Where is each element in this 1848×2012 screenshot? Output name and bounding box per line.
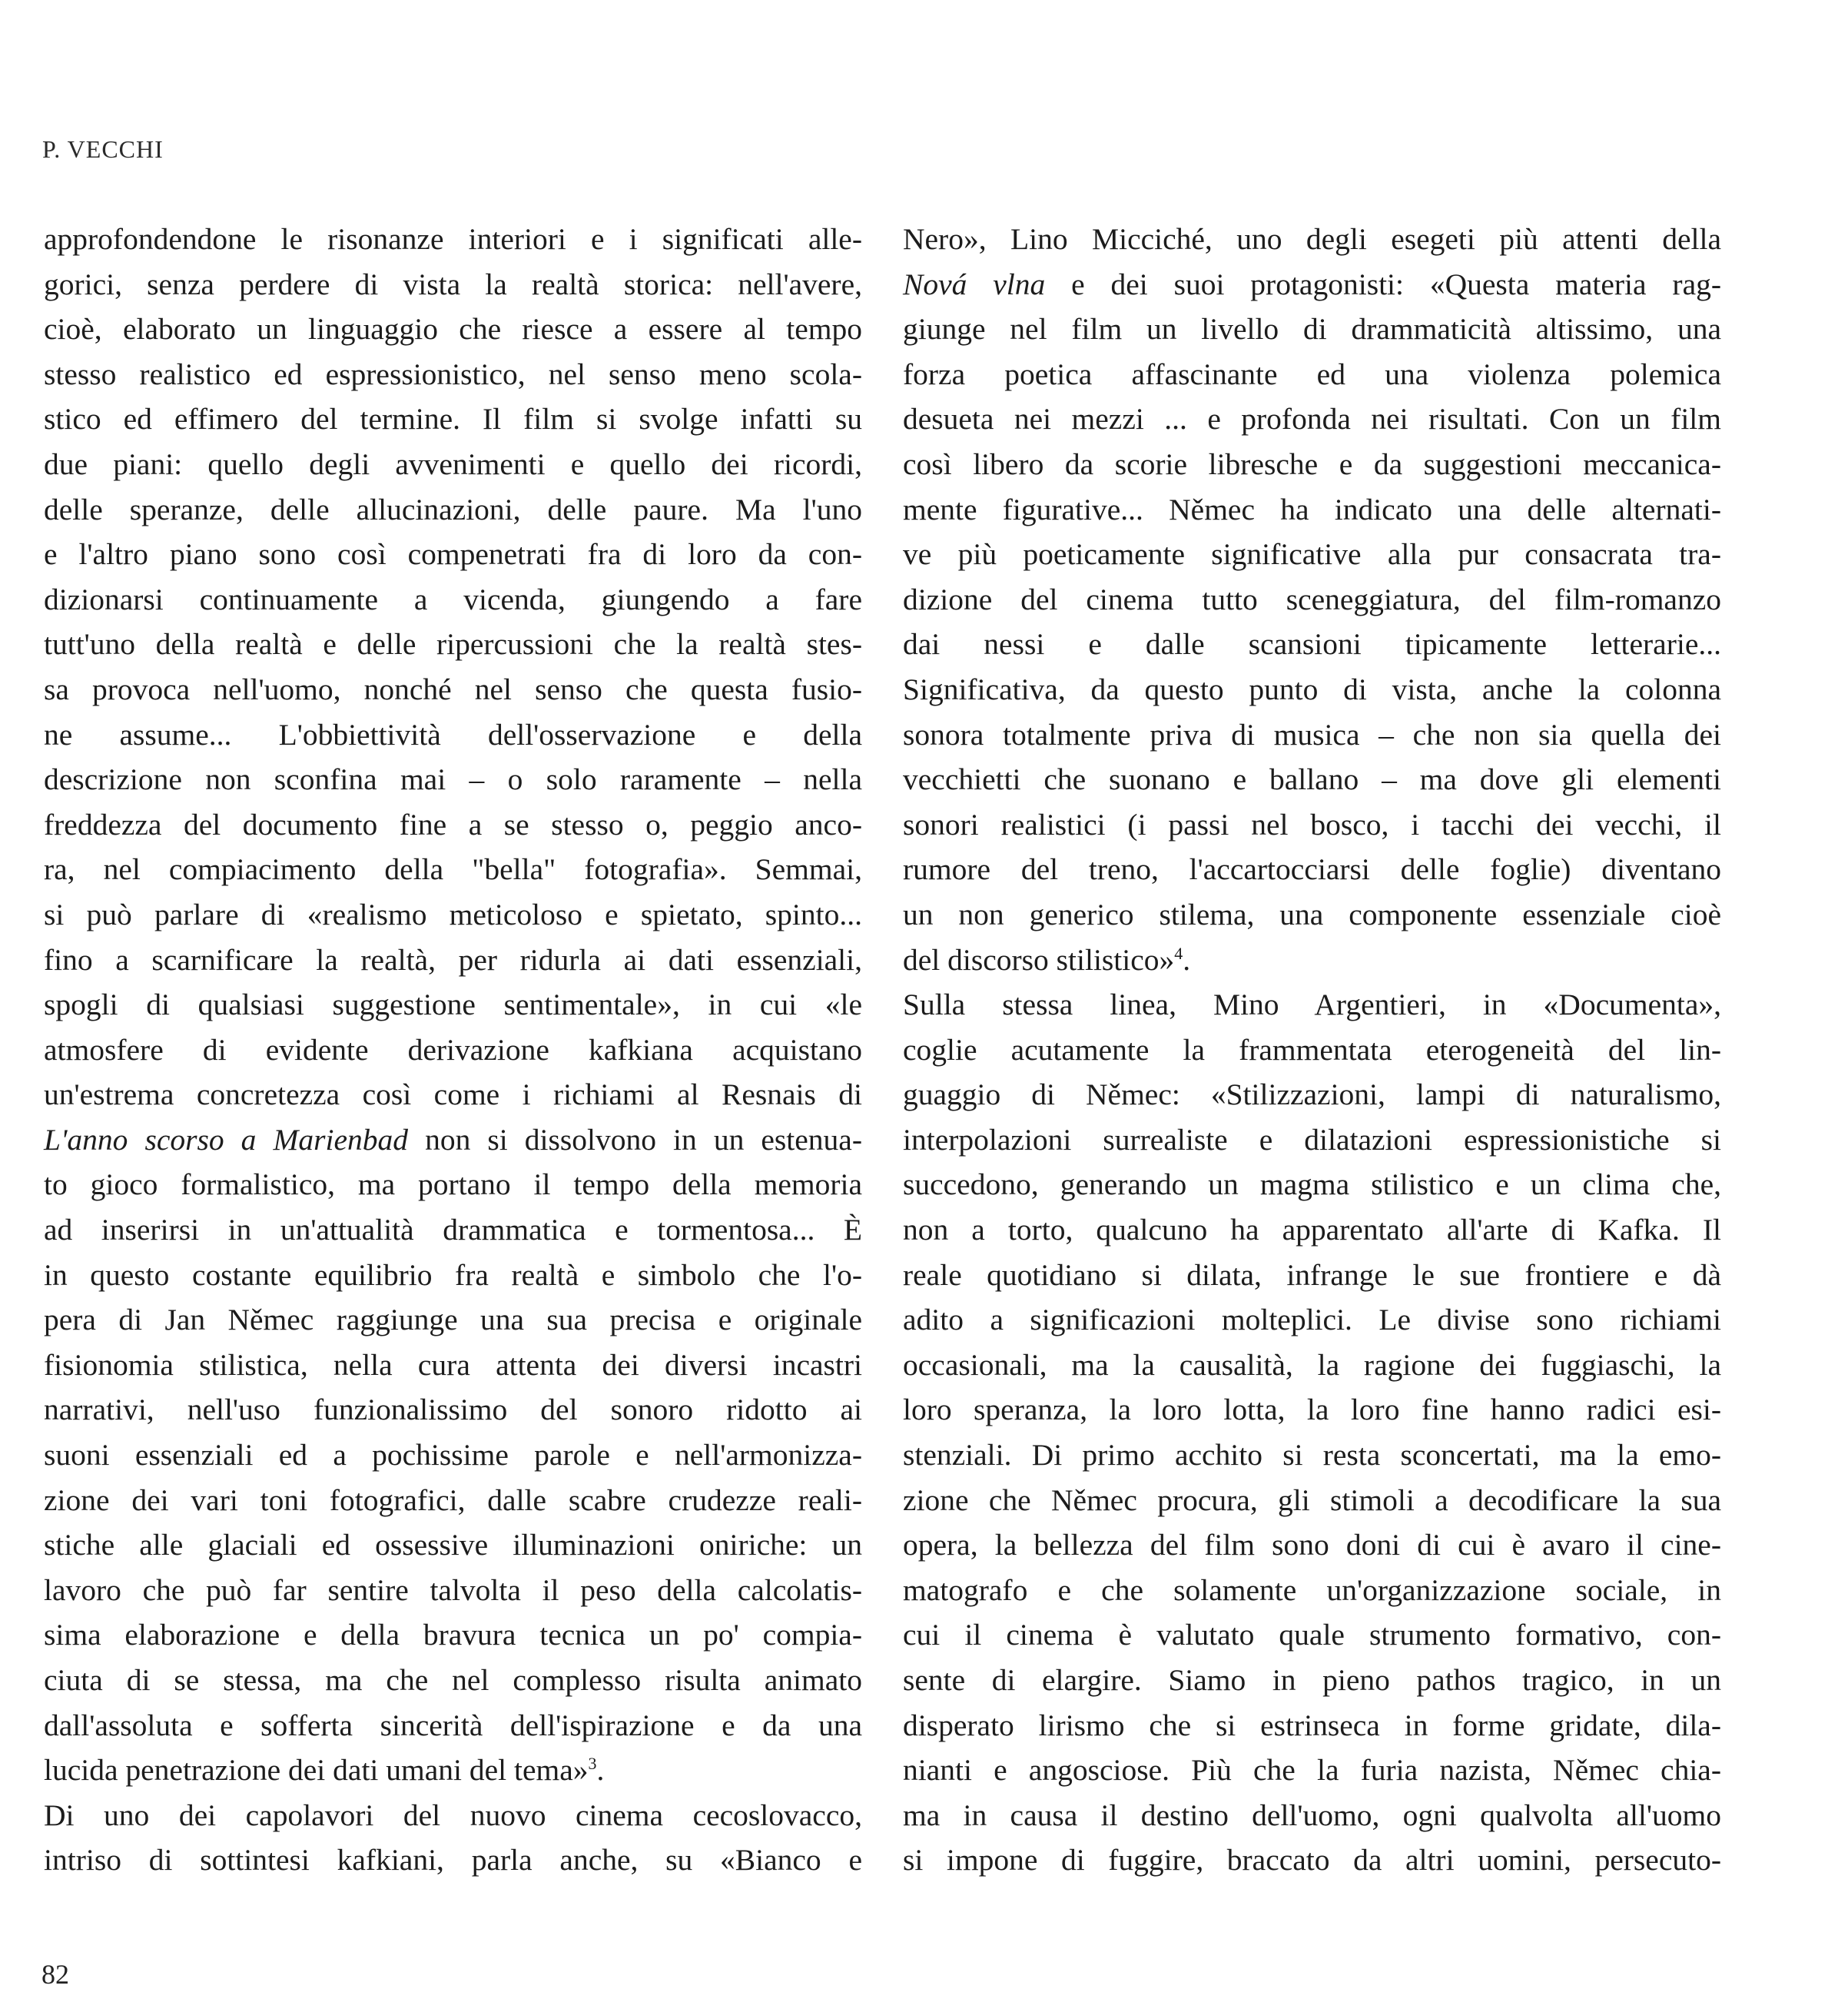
text-line: ra, nel compiacimento della "bella" fotografia». Semmai, <box>44 852 862 887</box>
text-line: rumore del treno, l'accartocciarsi delle foglie) diventano <box>903 852 1721 887</box>
text-line: sa provoca nell'uomo, nonché nel senso che questa fusio- <box>44 672 862 706</box>
text-line: atmosfere di evidente derivazione kafkiana acquistano <box>44 1032 862 1067</box>
text-line: ne assume... L'obbiettività dell'osservazione e della <box>44 717 862 752</box>
text-line: in questo costante equilibrio fra realtà e simbolo che l'o- <box>44 1257 862 1292</box>
text-line: fisionomia stilistica, nella cura attenta dei diversi incastri <box>44 1347 862 1382</box>
text-line: si può parlare di «realismo meticoloso e spietato, spinto... <box>44 897 862 931</box>
text-line: reale quotidiano si dilata, infrange le sue frontiere e dà <box>903 1257 1721 1292</box>
text-line: stico ed effimero del termine. Il film si svolge infatti su <box>44 402 862 437</box>
text-line: gorici, senza perdere di vista la realtà storica: nell'avere, <box>44 267 862 301</box>
text-line: fino a scarnificare la realtà, per ridurla ai dati essenziali, <box>44 942 862 977</box>
text-line: adito a significazioni molteplici. Le divise sono richiami <box>903 1303 1721 1337</box>
text-line: dizionarsi continuamente a vicenda, giungendo a fare <box>44 582 862 616</box>
text-line: occasionali, ma la causalità, la ragione dei fuggiaschi, la <box>903 1347 1721 1382</box>
text-line: dai nessi e dalle scansioni tipicamente letterarie... <box>903 627 1721 662</box>
text-line: dall'assoluta e sofferta sincerità dell'ispirazione e da una <box>44 1708 862 1742</box>
text-line: delle speranze, delle allucinazioni, delle paure. Ma l'uno <box>44 492 862 526</box>
text-line: due piani: quello degli avvenimenti e quello dei ricordi, <box>44 447 862 481</box>
text-line: guaggio di Němec: «Stilizzazioni, lampi di naturalismo, <box>903 1077 1721 1112</box>
text-line: un non generico stilema, una componente essenziale cioè <box>903 897 1721 931</box>
text-line: stiche alle glaciali ed ossessive illuminazioni oniriche: un <box>44 1528 862 1562</box>
text-line: Significativa, da questo punto di vista, anche la colonna <box>903 672 1721 706</box>
text-line: sonora totalmente priva di musica – che non sia quella dei <box>903 717 1721 752</box>
text-line: ciuta di se stessa, ma che nel complesso risulta animato <box>44 1663 862 1697</box>
text-line: non a torto, qualcuno ha apparentato all'arte di Kafka. Il <box>903 1213 1721 1247</box>
text-line: narrativi, nell'uso funzionalissimo del sonoro ridotto ai <box>44 1393 862 1427</box>
text-line: giunge nel film un livello di drammaticità altissimo, una <box>903 312 1721 347</box>
text-line-italic-title: L'anno scorso a Marienbad non si dissolvono in un estenua- <box>44 1122 862 1157</box>
text-line: suoni essenziali ed a pochissime parole e nell'armonizza- <box>44 1438 862 1472</box>
text-line: ma in causa il destino dell'uomo, ogni qualvolta all'uomo <box>903 1798 1721 1832</box>
text-line: spogli di qualsiasi suggestione sentimentale», in cui «le <box>44 988 862 1022</box>
text-line: pera di Jan Němec raggiunge una sua precisa e originale <box>44 1303 862 1337</box>
text-line: si impone di fuggire, braccato da altri uomini, persecuto- <box>903 1843 1721 1878</box>
text-line: to gioco formalistico, ma portano il tempo della memoria <box>44 1167 862 1202</box>
text-line: approfondendone le risonanze interiori e i significati alle- <box>44 222 862 256</box>
text-line-with-footnote: lucida penetrazione dei dati umani del tema»$^3$. <box>44 1753 605 1788</box>
text-line: Sulla stessa linea, Mino Argentieri, in «Documenta», <box>903 988 1721 1022</box>
text-line: Nová vlna e dei suoi protagonisti: «Questa materia rag- <box>903 267 1722 301</box>
text-line: stesso realistico ed espressionistico, nel senso meno scola- <box>44 357 862 391</box>
text-line-with-footnote: del discorso stilistico»$^4$. <box>903 942 1191 977</box>
text-line: zione che Němec procura, gli stimoli a decodificare la sua <box>903 1482 1721 1517</box>
text-line: succedono, generando un magma stilistico e un clima che, <box>903 1167 1721 1202</box>
text-line: cioè, elaborato un linguaggio che riesce a essere al tempo <box>44 312 862 347</box>
text-line: vecchietti che suonano e ballano – ma dove gli elementi <box>903 762 1721 797</box>
footnote-ref: 3 <box>588 1754 597 1774</box>
text-line: desueta nei mezzi ... e profonda nei risultati. Con un film <box>903 402 1721 437</box>
text-line: freddezza del documento fine a se stesso o, peggio anco- <box>44 807 862 842</box>
text-line: dizione del cinema tutto sceneggiatura, del film-romanzo <box>903 582 1721 616</box>
text-line: matografo e che solamente un'organizzazione sociale, in <box>903 1572 1721 1607</box>
text-line: Nero», Lino Micciché, uno degli esegeti più attenti della <box>903 222 1721 256</box>
text-line: lucida penetrazione dei dati umani del tema» <box>44 1753 589 1788</box>
text-line: intriso di sottintesi kafkiani, parla anche, su «Bianco e <box>44 1843 862 1878</box>
text-line: tutt'uno della realtà e delle ripercussioni che la realtà stes- <box>44 627 862 662</box>
text-line: nianti e angosciose. Più che la furia nazista, Němec chia- <box>903 1753 1721 1788</box>
text-line: stenziali. Di primo acchito si resta sconcertati, ma la emo- <box>903 1438 1721 1472</box>
text-line: loro speranza, la loro lotta, la loro fine hanno radici esi- <box>903 1393 1721 1427</box>
text-line: ad inserirsi in un'attualità drammatica e tormentosa... È <box>44 1213 862 1247</box>
text-line: mente figurative... Němec ha indicato una delle alternati- <box>903 492 1721 526</box>
text-line: ve più poeticamente significative alla pur consacrata tra- <box>903 537 1721 572</box>
text-line: sonori realistici (i passi nel bosco, i tacchi dei vecchi, il <box>903 807 1721 842</box>
text-line: del discorso stilistico» <box>903 942 1175 977</box>
text-line: forza poetica affascinante ed una violenza polemica <box>903 357 1721 391</box>
text-line: interpolazioni surrealiste e dilatazioni espressionistiche si <box>903 1122 1721 1157</box>
text-line: descrizione non sconfina mai – o solo raramente – nella <box>44 762 862 797</box>
film-title: L'anno scorso a Marienbad <box>44 1122 409 1157</box>
left-column <box>44 217 862 1883</box>
text-line: coglie acutamente la frammentata eterogeneità del lin- <box>903 1032 1721 1067</box>
text-line: e l'altro piano sono così compenetrati fra di loro da con- <box>44 537 862 572</box>
text-line: zione dei vari toni fotografici, dalle scabre crudezze reali- <box>44 1482 862 1517</box>
text-line: sima elaborazione e della bravura tecnica un po' compia- <box>44 1618 862 1652</box>
page-number: 82 <box>41 1959 69 1990</box>
text-line: così libero da scorie libresche e da suggestioni meccanica- <box>903 447 1721 481</box>
text-line: Di uno dei capolavori del nuovo cinema cecoslovacco, <box>44 1798 862 1832</box>
text-line: opera, la bellezza del film sono doni di cui è avaro il cine- <box>903 1528 1721 1562</box>
text-line: cui il cinema è valutato quale strumento formativo, con- <box>903 1618 1721 1652</box>
running-head: P. VECCHI <box>42 135 164 163</box>
text-line: disperato lirismo che si estrinseca in forme gridate, dila- <box>903 1708 1721 1742</box>
text-line: un'estrema concretezza così come i richiami al Resnais di <box>44 1077 862 1112</box>
film-title: Nová vlna <box>903 267 1046 301</box>
text-line: sente di elargire. Siamo in pieno pathos tragico, in un <box>903 1663 1721 1697</box>
right-column <box>903 217 1721 1883</box>
footnote-ref: 4 <box>1174 943 1183 963</box>
text-line: lavoro che può far sentire talvolta il peso della calcolatis- <box>44 1572 862 1607</box>
